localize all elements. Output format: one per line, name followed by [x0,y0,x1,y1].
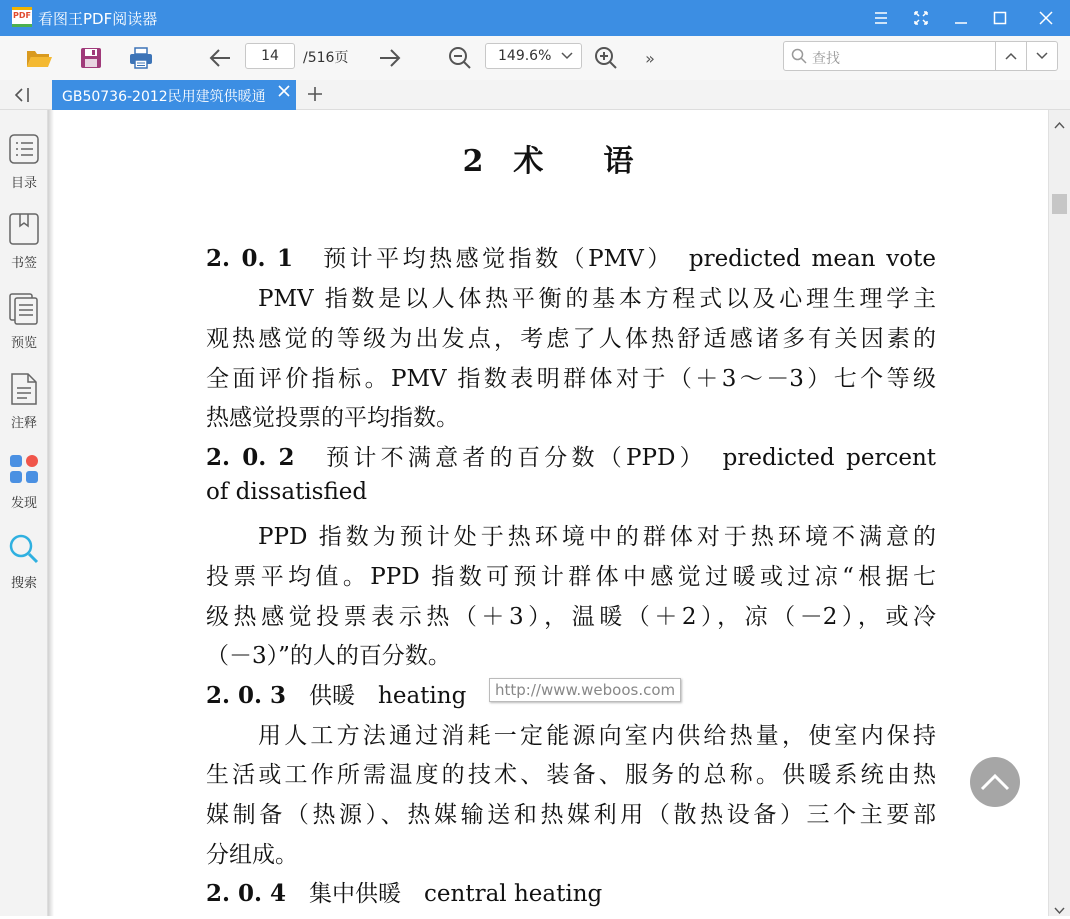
chevron-down-icon [561,47,573,67]
zoom-value: 149.6% [498,48,552,64]
fullscreen-button[interactable] [901,0,941,36]
annotation-icon [8,372,40,406]
scroll-up-icon[interactable] [1054,114,1065,133]
search-next-button[interactable] [1026,42,1057,70]
zoom-in-icon [593,45,619,71]
zoom-out-icon [447,45,473,71]
search-prev-button[interactable] [995,42,1026,70]
sidebar-item-search[interactable]: 搜索 [0,532,48,604]
watermark-url: http://www.weboos.com [489,678,681,702]
search-small-icon [791,48,807,68]
menu-icon [873,11,889,25]
save-button[interactable] [77,44,105,72]
page-shadow [48,110,54,916]
paragraph-line: PMV 指数是以人体热平衡的基本方程式以及心理生理学主 [258,286,936,312]
arrow-left-icon [208,48,232,68]
discover-icon [8,452,40,486]
app-title: 看图王PDF阅读器 [38,10,158,28]
paragraph-line: 热感觉投票的平均指数。 [206,405,459,431]
zoom-select[interactable] [485,43,582,69]
next-page-button[interactable] [376,44,404,72]
sidebar-item-preview[interactable]: 预览 [0,292,48,364]
paragraph-line: PPD 指数为预计处于热环境中的群体对于热环境不满意的 [258,524,936,550]
collapse-sidebar-button[interactable] [12,86,34,108]
page-total: /516页 [303,50,349,66]
paragraph-line: of dissatisfied [206,479,368,505]
sidebar-item-annotation[interactable]: 注释 [0,372,48,444]
zoom-in-button[interactable] [592,44,620,72]
arrow-right-icon [378,48,402,68]
plus-icon [306,84,324,104]
more-tools-button[interactable]: » [645,48,655,68]
maximize-button[interactable] [980,0,1020,36]
paragraph-line: 分组成。 [206,842,298,868]
paragraph-line: 用人工方法通过消耗一定能源向室内供给热量，使室内保持 [258,723,936,749]
page-number-input[interactable]: 14 [245,43,295,69]
paragraph-line: 投票平均值。PPD 指数可预计群体中感觉过暖或过凉“根据七 [206,564,936,590]
paragraph-line: 观热感觉的等级为出发点，考虑了人体热舒适感诸多有关因素的 [206,326,936,352]
sidebar-item-bookmark[interactable]: 书签 [0,212,48,284]
zoom-out-button[interactable] [446,44,474,72]
term-heading: 2. 0. 1 预计平均热感觉指数（PMV） predicted mean vote [206,245,936,272]
sidebar-item-discover[interactable]: 发现 [0,452,48,524]
app-logo-icon: PDF [12,7,32,27]
scrollbar-thumb[interactable] [1052,194,1067,214]
minimize-icon [954,11,968,25]
minimize-button[interactable] [941,0,981,36]
toc-icon [8,132,40,166]
paragraph-line: 媒制备（热源）、热媒输送和热媒利用（散热设备）三个主要部 [206,802,936,828]
prev-page-button[interactable] [206,44,234,72]
close-button[interactable] [1026,0,1066,36]
scroll-down-icon[interactable] [1054,900,1065,919]
chevron-up-icon [1005,51,1017,61]
save-icon [79,46,103,70]
bookmark-icon [8,212,40,246]
paragraph-line: 生活或工作所需温度的技术、装备、服务的总称。供暖系统由热 [206,762,936,788]
chevron-down-icon [1036,51,1048,61]
search-field[interactable] [783,41,1058,71]
term-heading: 2. 0. 3 供暖 heating [206,682,467,709]
term-heading: 2. 0. 4 集中供暖 central heating [206,880,603,907]
thumbnail-icon [8,292,40,326]
folder-open-icon [25,46,53,70]
term-heading: 2. 0. 2 预计不满意者的百分数（PPD） predicted percent [206,444,936,471]
paragraph-line: 级热感觉投票表示热（＋3），温暖（＋2），凉（－2），或冷 [206,604,936,630]
new-tab-button[interactable] [306,84,324,108]
fullscreen-icon [913,10,929,26]
chapter-title: 2 术 语 [462,144,634,179]
tab-label: GB50736-2012民用建筑供暖通 [62,89,266,105]
sidebar-item-toc[interactable]: 目录 [0,132,48,204]
search-input[interactable]: 查找 [812,51,840,67]
sidebar [0,110,48,916]
back-to-top-button[interactable] [970,757,1020,807]
title-bar [0,0,1070,36]
search-icon [8,532,40,566]
document-page [48,110,1048,916]
paragraph-line: 全面评价指标。PMV 指数表明群体对于（＋3～－3）七个等级 [206,366,936,392]
vertical-scrollbar[interactable] [1048,110,1070,916]
collapse-left-icon [12,86,34,104]
paragraph-line: （－3）”的人的百分数。 [206,643,451,669]
open-file-button[interactable] [25,44,53,72]
tab-close-button[interactable] [278,85,290,101]
chevron-up-icon [980,773,1010,791]
maximize-icon [993,11,1007,25]
menu-button[interactable] [861,0,901,36]
close-icon [278,85,290,97]
print-icon [128,46,154,70]
close-icon [1039,11,1053,25]
tab-document[interactable] [52,80,296,110]
print-button[interactable] [127,44,155,72]
tab-bar [0,80,1070,110]
